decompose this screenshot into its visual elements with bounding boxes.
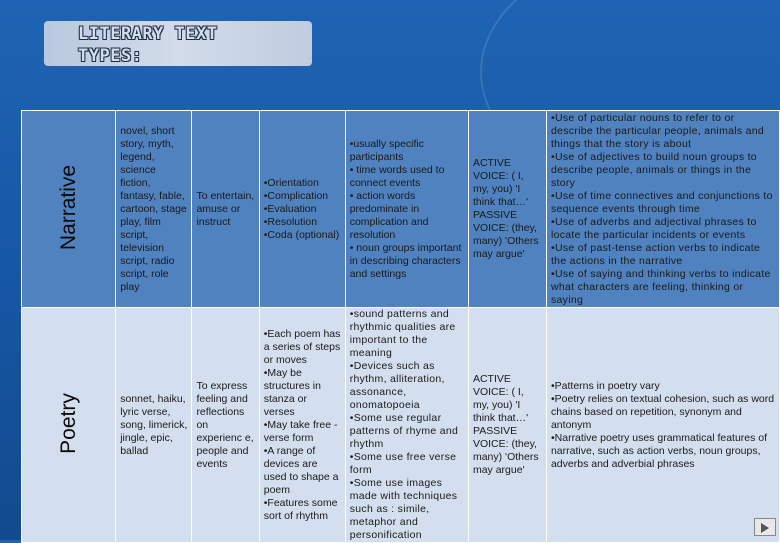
type-cell-poetry: [22, 308, 116, 543]
type-label: Narrative: [57, 164, 81, 250]
table-row-narrative: [22, 111, 780, 308]
forms-cell: sonnet, haiku, lyric verse, song, limerick, jingle, epic, ballad: [116, 308, 192, 543]
voice-cell: ACTIVE VOICE: ( I, my, you) 'I think that…' PASSIVE VOICE: (they, many) 'Others may argue': [468, 111, 546, 308]
voice-cell: ACTIVE VOICE: ( I, my, you) 'I think that…' PASSIVE VOICE: (they, many) 'Others may argue': [468, 308, 546, 543]
play-arrow-icon: [761, 523, 769, 533]
language-cell: •sound patterns and rhythmic qualities are important to the meaning •Devices such as rhythm, alliteration, assonance, onomatopoeia •Some use regular patterns of rhyme and rhythm •Some use free verse form •Some use images made with techniques such as : simile, metaphor and personification: [345, 308, 468, 543]
type-cell-narrative: [22, 111, 116, 308]
literary-types-table: [21, 110, 780, 543]
purpose-cell: To entertain, amuse or instruct: [192, 111, 259, 308]
next-slide-button[interactable]: [754, 518, 776, 536]
table-row-poetry: [22, 308, 780, 543]
grammar-cell: •Use of particular nouns to refer to or describe the particular people, animals and things that the story is about •Use of adjectives to build noun groups to describe people, animals or things in the story •Use of time connectives and conjunctions to sequence events through time •Use of adverbs and adjectival phrases to locate the particular incidents or events •Use of past-tense action verbs to indicate the actions in the narrative •Use of saying and thinking verbs to indicate what characters are feeling, thinking or saying: [546, 111, 779, 308]
language-cell: •usually specific participants • time words used to connect events • action words predominate in complication and resolution • noun groups important in describing characters and settings: [345, 111, 468, 308]
forms-cell: novel, short story, myth, legend, science fiction, fantasy, fable, cartoon, stage play, film script, television script, radio script, role play: [116, 111, 192, 308]
structure-cell: •Each poem has a series of steps or moves •May be structures in stanza or verses •May take free -verse form •A range of devices are used to shape a poem •Features some sort of rhythm: [259, 308, 345, 543]
structure-cell: •Orientation •Complication •Evaluation •Resolution •Coda (optional): [259, 111, 345, 308]
type-label: Poetry: [57, 392, 81, 454]
purpose-cell: To express feeling and reflections on experienc e, people and events: [192, 308, 259, 543]
slide-title: LITERARY TEXT TYPES:: [78, 24, 218, 66]
grammar-cell: •Patterns in poetry vary •Poetry relies on textual cohesion, such as word chains based on repetition, synonym and antonym •Narrative poetry uses grammatical features of narrative, such as action verbs, noun groups, adverbs and adverbial phrases: [546, 308, 779, 543]
